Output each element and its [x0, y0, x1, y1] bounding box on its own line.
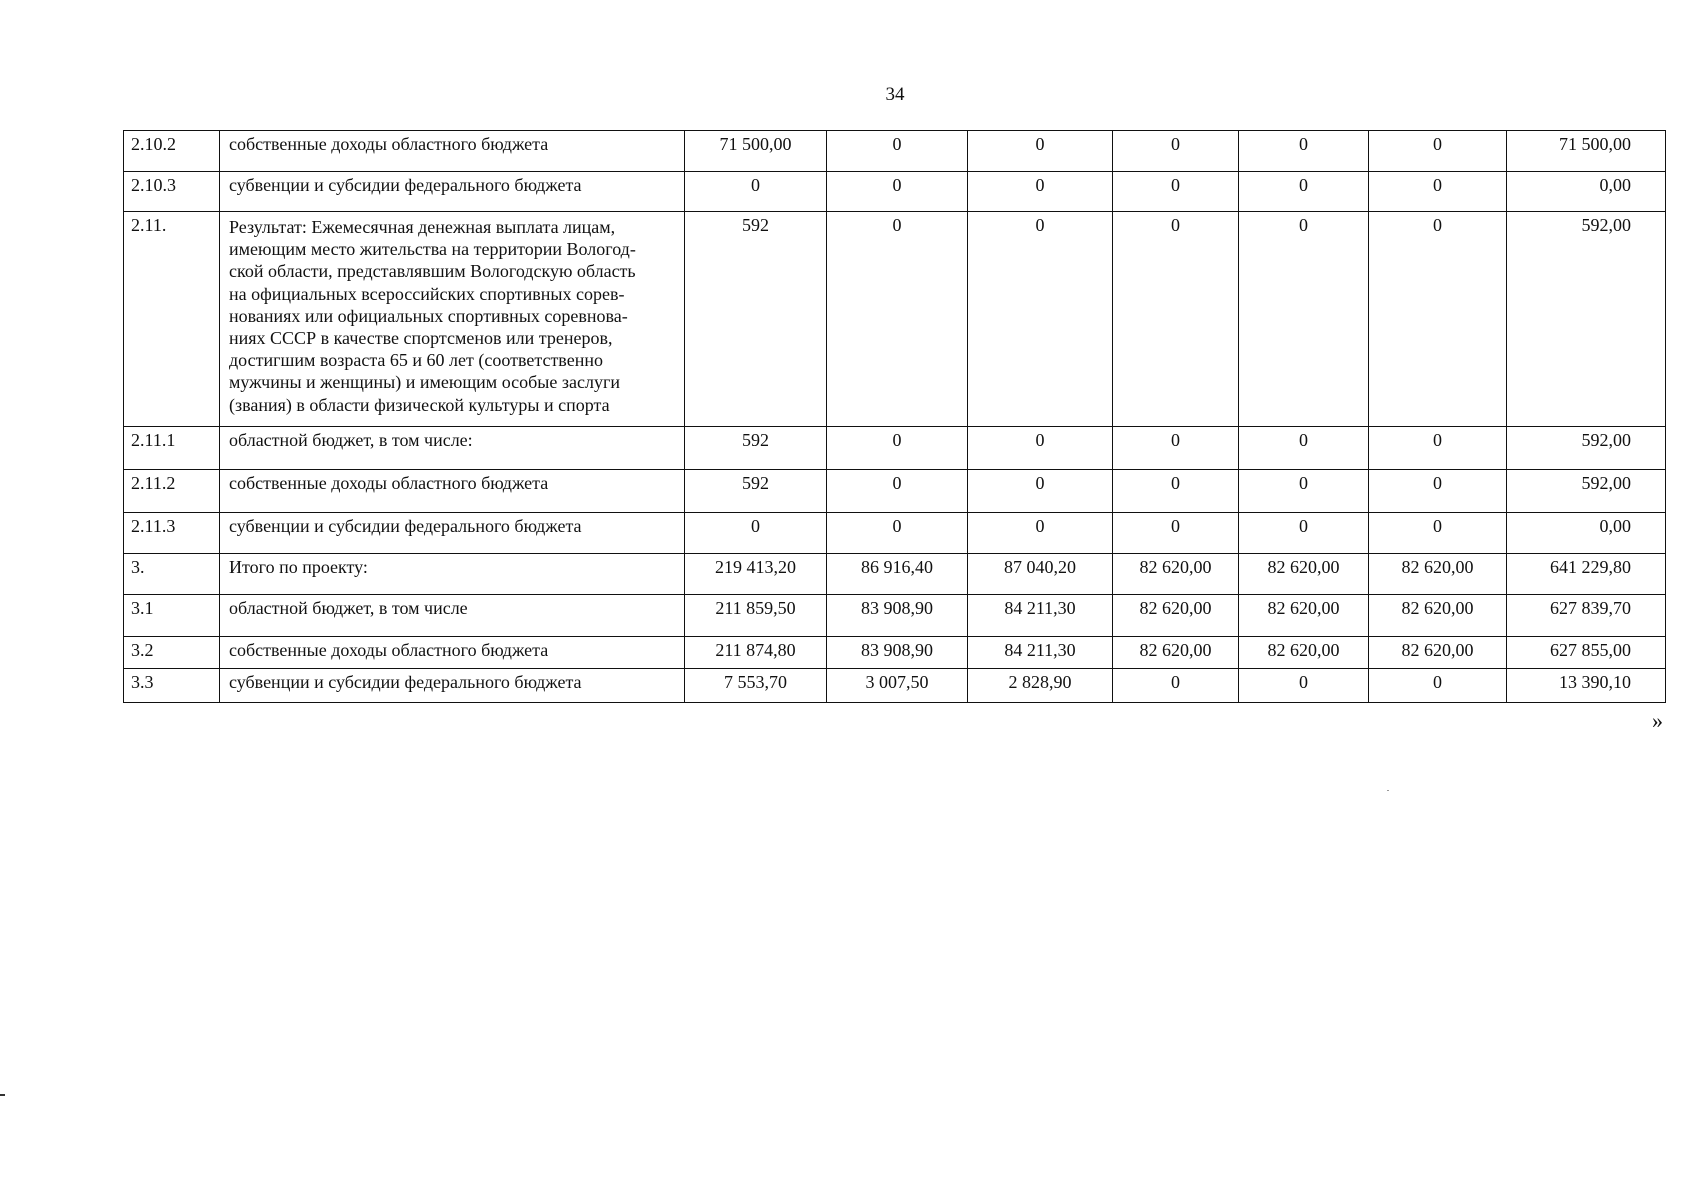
- table-row: [124, 427, 1666, 470]
- table-row: [124, 131, 1666, 172]
- value-cell: 82 620,00: [1369, 595, 1507, 637]
- value-cell: 82 620,00: [1239, 637, 1369, 669]
- total-cell: 0,00: [1507, 172, 1666, 212]
- value-cell: 0: [1239, 513, 1369, 554]
- table-row: [124, 669, 1666, 703]
- row-description: областной бюджет, в том числе:: [220, 427, 685, 470]
- row-code: 3.2: [124, 637, 220, 669]
- table-row: [124, 513, 1666, 554]
- table-row: [124, 595, 1666, 637]
- value-cell: 7 553,70: [685, 669, 827, 703]
- page-number: 34: [885, 84, 905, 105]
- total-cell: 13 390,10: [1507, 669, 1666, 703]
- description-line: Результат: Ежемесячная денежная выплата лицам,: [229, 217, 616, 237]
- value-cell: 0: [1369, 212, 1507, 427]
- row-code: 2.11.: [124, 212, 220, 427]
- total-cell: 0,00: [1507, 513, 1666, 554]
- value-cell: 82 620,00: [1113, 554, 1239, 595]
- value-cell: 0: [1369, 172, 1507, 212]
- value-cell: 0: [1369, 669, 1507, 703]
- value-cell: 0: [1113, 470, 1239, 513]
- total-cell: 592,00: [1507, 427, 1666, 470]
- value-cell: 0: [1239, 470, 1369, 513]
- value-cell: 0: [1369, 513, 1507, 554]
- value-cell: 82 620,00: [1239, 595, 1369, 637]
- table-row: [124, 470, 1666, 513]
- value-cell: 2 828,90: [968, 669, 1113, 703]
- value-cell: 3 007,50: [827, 669, 968, 703]
- value-cell: 82 620,00: [1369, 554, 1507, 595]
- table-row: [124, 172, 1666, 212]
- value-cell: 86 916,40: [827, 554, 968, 595]
- value-cell: 0: [968, 172, 1113, 212]
- total-cell: 627 839,70: [1507, 595, 1666, 637]
- row-code: 2.11.1: [124, 427, 220, 470]
- table-row: [124, 637, 1666, 669]
- row-description: субвенции и субсидии федерального бюджета: [220, 172, 685, 212]
- row-code: 3.: [124, 554, 220, 595]
- value-cell: 84 211,30: [968, 595, 1113, 637]
- value-cell: 0: [827, 513, 968, 554]
- budget-table: [123, 130, 1666, 703]
- value-cell: 219 413,20: [685, 554, 827, 595]
- row-description: собственные доходы областного бюджета: [220, 131, 685, 172]
- value-cell: 0: [968, 470, 1113, 513]
- row-description: собственные доходы областного бюджета: [220, 637, 685, 669]
- value-cell: 0: [685, 172, 827, 212]
- value-cell: 0: [1239, 172, 1369, 212]
- total-cell: 627 855,00: [1507, 637, 1666, 669]
- scan-speck: [1387, 790, 1389, 791]
- value-cell: 0: [968, 427, 1113, 470]
- value-cell: 0: [1239, 131, 1369, 172]
- row-description: Итого по проекту:: [220, 554, 685, 595]
- value-cell: 211 859,50: [685, 595, 827, 637]
- value-cell: 0: [827, 470, 968, 513]
- value-cell: 0: [1113, 427, 1239, 470]
- description-line: ской области, представлявшим Вологодскую область: [229, 261, 636, 282]
- value-cell: 0: [827, 212, 968, 427]
- row-code: 2.11.2: [124, 470, 220, 513]
- value-cell: 83 908,90: [827, 595, 968, 637]
- description-line: достигшим возраста 65 и 60 лет (соответственно: [229, 350, 603, 371]
- value-cell: 0: [827, 172, 968, 212]
- row-description: субвенции и субсидии федерального бюджета: [220, 669, 685, 703]
- value-cell: 0: [1239, 212, 1369, 427]
- value-cell: 592: [685, 470, 827, 513]
- value-cell: 0: [968, 131, 1113, 172]
- value-cell: 592: [685, 427, 827, 470]
- row-description: субвенции и субсидии федерального бюджета: [220, 513, 685, 554]
- value-cell: 0: [1239, 427, 1369, 470]
- row-code: 2.10.3: [124, 172, 220, 212]
- row-description: собственные доходы областного бюджета: [220, 470, 685, 513]
- value-cell: 0: [827, 427, 968, 470]
- value-cell: 0: [1113, 513, 1239, 554]
- row-code: 3.3: [124, 669, 220, 703]
- value-cell: 0: [968, 212, 1113, 427]
- row-code: 2.10.2: [124, 131, 220, 172]
- description-line: (звания) в области физической культуры и спорта: [229, 394, 610, 415]
- table-row: [124, 554, 1666, 595]
- row-description: областной бюджет, в том числе: [220, 595, 685, 637]
- value-cell: 0: [1113, 131, 1239, 172]
- value-cell: 0: [1239, 669, 1369, 703]
- closing-quote-mark: »: [1652, 708, 1663, 733]
- value-cell: 71 500,00: [685, 131, 827, 172]
- total-cell: 592,00: [1507, 212, 1666, 427]
- value-cell: 82 620,00: [1369, 637, 1507, 669]
- value-cell: 87 040,20: [968, 554, 1113, 595]
- value-cell: 82 620,00: [1239, 554, 1369, 595]
- value-cell: 82 620,00: [1113, 637, 1239, 669]
- value-cell: 0: [1369, 131, 1507, 172]
- value-cell: 0: [1369, 427, 1507, 470]
- value-cell: 0: [827, 131, 968, 172]
- value-cell: 0: [1113, 172, 1239, 212]
- row-code: 2.11.3: [124, 513, 220, 554]
- table-row: [124, 212, 1666, 427]
- total-cell: 592,00: [1507, 470, 1666, 513]
- description-line: нованиях или официальных спортивных соревнова-: [229, 305, 628, 326]
- description-line: ниях СССР в качестве спортсменов или тренеров,: [229, 328, 613, 349]
- value-cell: 0: [968, 513, 1113, 554]
- description-line: имеющим место жительства на территории Вологод-: [229, 239, 636, 260]
- total-cell: 641 229,80: [1507, 554, 1666, 595]
- description-line: на официальных всероссийских спортивных сорев-: [229, 283, 625, 304]
- value-cell: 0: [1113, 212, 1239, 427]
- value-cell: 0: [685, 513, 827, 554]
- value-cell: 0: [1113, 669, 1239, 703]
- value-cell: 0: [1369, 470, 1507, 513]
- scan-edge-mark: [0, 1094, 5, 1096]
- row-code: 3.1: [124, 595, 220, 637]
- total-cell: 71 500,00: [1507, 131, 1666, 172]
- value-cell: 84 211,30: [968, 637, 1113, 669]
- value-cell: 592: [685, 212, 827, 427]
- description-line: мужчины и женщины) и имеющим особые заслуги: [229, 372, 620, 393]
- value-cell: 211 874,80: [685, 637, 827, 669]
- row-description: [220, 212, 685, 427]
- value-cell: 83 908,90: [827, 637, 968, 669]
- value-cell: 82 620,00: [1113, 595, 1239, 637]
